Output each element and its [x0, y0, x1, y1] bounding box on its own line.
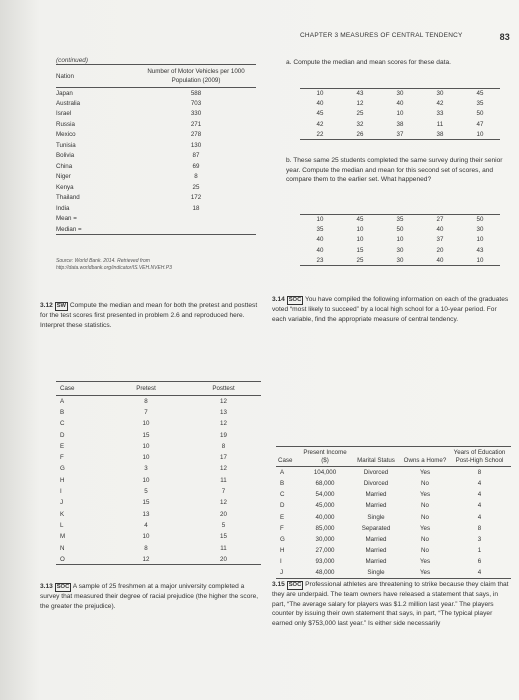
score-cell: 38: [396, 120, 404, 128]
table-row: [56, 203, 256, 214]
table-row: [56, 214, 256, 225]
pretest-cell: 13: [142, 510, 150, 518]
grid-row: [300, 129, 500, 139]
score-cell: 37: [380, 129, 420, 139]
nation-cell: China: [56, 162, 73, 170]
case-cell: I: [280, 558, 282, 566]
problem-text: Compute the median and mean for both the pretest and posttest for the test scores first presented in problem 2.6 and reproduced here. Interpret these statistics.: [40, 302, 258, 329]
case-cell: B: [280, 479, 285, 487]
problem-text: A sample of 25 freshmen at a major university completed a survey that measured their degree of racial prejudice (the higher the score, the greater the prejudice).: [40, 583, 259, 610]
score-cell: 40: [316, 236, 324, 244]
pretest-cell: 8: [144, 397, 148, 405]
score-cell: 30: [396, 246, 404, 254]
nation-cell: Bolivia: [56, 152, 75, 160]
table-row: [276, 556, 511, 567]
case-cell: G: [60, 465, 65, 473]
posttest-cell: 12: [220, 499, 227, 507]
score-cell: 43: [340, 89, 380, 99]
table-row: [56, 88, 256, 99]
income-cell: 45,000: [315, 502, 335, 510]
pretest-cell: 10: [142, 454, 150, 462]
score-cell: 35: [316, 226, 324, 234]
pretest-cell: 15: [142, 499, 150, 507]
table-row: [56, 497, 261, 508]
years-cell: 4: [477, 502, 482, 510]
marital-cell: Married: [365, 491, 387, 499]
problem-3-15: [272, 580, 510, 628]
marital-cell: Single: [367, 513, 385, 521]
income-cell: 85,000: [315, 524, 335, 532]
marital-cell: Married: [365, 502, 387, 510]
grid-row: [300, 215, 500, 225]
vehicles-cell: 130: [190, 141, 202, 149]
case-cell: M: [60, 533, 66, 541]
score-cell: 10: [460, 255, 500, 265]
score-cell: 40: [316, 100, 324, 108]
case-cell: E: [60, 442, 65, 450]
score-cell: 42: [436, 100, 444, 108]
score-cell: 11: [436, 120, 444, 128]
col-case: Case: [276, 447, 300, 467]
income-cell: 27,000: [315, 547, 335, 555]
table-row: [56, 407, 261, 418]
problem-number: 3.15: [272, 581, 285, 588]
case-cell: I: [60, 488, 62, 496]
income-cell: 104,000: [313, 469, 337, 477]
income-cell: 48,000: [300, 567, 350, 578]
income-cell: 68,000: [315, 479, 335, 487]
posttest-cell: 15: [220, 533, 227, 541]
years-cell: 8: [477, 524, 482, 532]
discipline-tag: SW: [56, 303, 67, 309]
score-cell: 10: [476, 236, 484, 244]
table-row: [276, 467, 511, 478]
table-row: [276, 545, 511, 556]
score-cell: 37: [436, 236, 444, 244]
nation-cell: Japan: [56, 89, 73, 97]
running-head: [300, 32, 510, 42]
table-row: [56, 396, 261, 407]
nation-cell: Tunisia: [56, 141, 76, 149]
posttest-cell: 8: [221, 442, 226, 450]
score-cell: 43: [476, 246, 484, 254]
table-row: [56, 441, 261, 452]
score-cell: 10: [396, 236, 404, 244]
nation-cell: Australia: [56, 99, 81, 107]
table-row: [276, 489, 511, 500]
col-case: Case: [56, 382, 106, 396]
score-cell: 10: [300, 89, 340, 99]
nation-cell: Thailand: [56, 194, 80, 202]
posttest-cell: 19: [220, 431, 227, 439]
score-cell: 30: [380, 89, 420, 99]
years-cell: 8: [477, 469, 482, 477]
score-cell: 42: [316, 120, 324, 128]
score-cell: 10: [356, 226, 364, 234]
years-cell: 4: [477, 513, 482, 521]
score-cell: 20: [436, 246, 444, 254]
part-a-text: a. Compute the median and mean scores for these data.: [286, 59, 451, 66]
grid-row: [300, 119, 500, 129]
posttest-cell: 12: [220, 465, 227, 473]
table-row: [56, 486, 261, 497]
score-cell: 40: [436, 226, 444, 234]
years-cell: 1: [477, 547, 482, 555]
pretest-cell: 15: [142, 431, 150, 439]
table-row: [56, 98, 256, 109]
case-cell: J: [60, 499, 64, 507]
table-row: [56, 418, 261, 429]
years-cell: 6: [477, 558, 482, 566]
col-years-education: Years of Education Post-High School: [448, 447, 511, 467]
marital-cell: Single: [350, 567, 402, 578]
years-cell: 4: [477, 479, 482, 487]
marital-cell: Married: [365, 547, 387, 555]
discipline-tag: SOC: [288, 297, 302, 303]
pretest-cell: 4: [144, 521, 148, 529]
case-cell: D: [280, 502, 285, 510]
score-cell: 50: [460, 215, 500, 225]
pretest-cell: 10: [142, 476, 150, 484]
case-cell: K: [60, 510, 65, 518]
income-cell: 40,000: [315, 513, 335, 521]
part-b-score-grid: [300, 214, 500, 266]
home-cell: Yes: [419, 469, 431, 477]
case-cell: B: [60, 408, 65, 416]
posttest-cell: 12: [220, 420, 227, 428]
marital-cell: Married: [365, 558, 387, 566]
table-row: [56, 151, 256, 162]
posttest-cell: 5: [221, 521, 226, 529]
home-cell: Yes: [419, 491, 431, 499]
nation-vehicles-table: [56, 64, 256, 235]
years-cell: 4: [448, 567, 511, 578]
discipline-tag: SOC: [56, 584, 70, 590]
table-row: [276, 511, 511, 522]
nation-cell: Israel: [56, 110, 72, 118]
table-row: [56, 130, 256, 141]
score-cell: 25: [340, 255, 380, 265]
posttest-cell: 13: [220, 408, 227, 416]
score-cell: 40: [396, 100, 404, 108]
score-cell: 33: [436, 110, 444, 118]
problem-number: 3.13: [40, 583, 53, 590]
case-cell: F: [60, 454, 64, 462]
home-cell: Yes: [419, 524, 431, 532]
table-row: [56, 520, 261, 531]
score-cell: 38: [420, 129, 460, 139]
score-cell: 50: [476, 110, 484, 118]
score-cell: 10: [356, 236, 364, 244]
table-row: [56, 463, 261, 474]
vehicles-cell: 8: [194, 173, 198, 181]
case-cell: C: [60, 420, 65, 428]
score-cell: 40: [316, 246, 324, 254]
col-posttest: Posttest: [186, 382, 261, 396]
col-home: Owns a Home?: [402, 447, 448, 467]
problem-3-12: [40, 301, 262, 330]
score-cell: 45: [316, 110, 324, 118]
table-row: [56, 193, 256, 204]
posttest-cell: 7: [221, 488, 226, 496]
table-row: [56, 452, 261, 463]
score-cell: 15: [356, 246, 364, 254]
score-cell: 30: [420, 89, 460, 99]
nation-cell: Median =: [56, 224, 136, 235]
score-cell: 47: [476, 120, 484, 128]
vehicles-cell: 18: [192, 204, 200, 212]
home-cell: No: [421, 547, 429, 555]
problem-number: 3.14: [272, 296, 285, 303]
case-cell: H: [280, 547, 285, 555]
table-row: [56, 475, 261, 486]
score-cell: 30: [476, 226, 484, 234]
part-b-text: b. These same 25 students completed the same survey during their senior year. Compute the median and mean for this second set of scores, and compare them to the earlier set. What happened?: [286, 157, 503, 184]
posttest-cell: 11: [220, 476, 227, 484]
marital-cell: Separated: [361, 524, 391, 532]
marital-cell: Divorced: [363, 479, 389, 487]
discipline-tag: SOC: [288, 582, 302, 588]
score-cell: 12: [356, 100, 364, 108]
grid-row: [300, 99, 500, 109]
case-cell: C: [280, 491, 285, 499]
score-cell: 10: [300, 215, 340, 225]
case-cell: G: [280, 535, 285, 543]
case-cell: E: [280, 513, 285, 521]
table-row: [56, 140, 256, 151]
source-note: Source: World Bank. 2014. Retrieved from http://data.worldbank.org/indicator/IS.VEH.NVEH.P3: [56, 258, 172, 271]
case-cell: O: [56, 554, 106, 565]
col-nation: Nation: [56, 65, 136, 88]
problem-text: Professional athletes are threatening to strike because they claim that they are underpaid. The team owners have released a statement that says, in part, “The average salary for players was $1.2 million last year.” The players counter by issuing their own statement that says, in part, “The typical player earned only $753,000 last year.” Is either side necessarily: [272, 581, 509, 627]
years-cell: 4: [477, 491, 482, 499]
table-row: [56, 172, 256, 183]
income-cell: 54,000: [315, 491, 335, 499]
table-row: [56, 554, 261, 565]
table-row: [56, 182, 256, 193]
pretest-cell: 8: [144, 544, 148, 552]
nation-cell: Russia: [56, 120, 75, 128]
posttest-cell: 20: [220, 510, 227, 518]
score-cell: 22: [300, 129, 340, 139]
problem-text: You have compiled the following information on each of the graduates voted “most likely to succeed” by a local high school for a 10-year period. For each variable, find the appropriate measure of central tendency.: [272, 296, 509, 323]
part-a-score-grid: [300, 88, 500, 140]
marital-cell: Divorced: [363, 469, 389, 477]
case-cell: L: [60, 521, 64, 529]
problem-number: 3.12: [40, 302, 53, 309]
vehicles-cell: 588: [190, 89, 202, 97]
continued-label: (continued): [56, 57, 88, 64]
nation-cell: Niger: [56, 173, 71, 181]
home-cell: No: [421, 535, 429, 543]
vehicles-cell: [136, 214, 256, 225]
score-cell: 23: [300, 255, 340, 265]
score-cell: 25: [356, 110, 364, 118]
score-cell: 26: [340, 129, 380, 139]
grid-row: [300, 255, 500, 265]
vehicles-cell: 278: [190, 131, 202, 139]
pretest-cell: 10: [142, 420, 150, 428]
score-cell: 45: [340, 215, 380, 225]
graduates-table: [276, 446, 511, 579]
vehicles-cell: 271: [190, 120, 202, 128]
home-cell: No: [421, 513, 429, 521]
col-marital: Marital Status: [350, 447, 402, 467]
score-cell: 30: [380, 255, 420, 265]
col-income: Present Income ($): [300, 447, 350, 467]
pretest-cell: 5: [144, 488, 148, 496]
posttest-cell: 12: [220, 397, 227, 405]
home-cell: No: [421, 502, 429, 510]
score-cell: 27: [420, 215, 460, 225]
table-row: [56, 531, 261, 542]
home-cell: Yes: [402, 567, 448, 578]
vehicles-cell: 87: [192, 152, 200, 160]
case-cell: J: [276, 567, 300, 578]
problem-3-13: [40, 582, 262, 611]
table-row: [56, 429, 261, 440]
nation-cell: Kenya: [56, 183, 74, 191]
score-cell: 35: [380, 215, 420, 225]
grid-row: [300, 109, 500, 119]
table-row: [276, 500, 511, 511]
nation-cell: Mean =: [56, 215, 77, 223]
grid-row: [300, 89, 500, 99]
pretest-cell: 7: [144, 408, 148, 416]
chapter-title: CHAPTER 3 MEASURES OF CENTRAL TENDENCY: [300, 32, 463, 39]
table-row: [56, 508, 261, 519]
score-cell: 40: [420, 255, 460, 265]
table-row: [276, 567, 511, 578]
marital-cell: Married: [365, 535, 387, 543]
home-cell: No: [421, 479, 429, 487]
case-cell: N: [60, 544, 65, 552]
nation-cell: India: [56, 204, 70, 212]
score-cell: 10: [460, 129, 500, 139]
case-cell: D: [60, 431, 65, 439]
posttest-cell: 17: [220, 454, 227, 462]
table-row: [276, 478, 511, 489]
case-cell: F: [280, 524, 284, 532]
years-cell: 3: [477, 535, 482, 543]
table-row: [276, 534, 511, 545]
vehicles-cell: 25: [192, 183, 200, 191]
posttest-cell: 11: [220, 544, 227, 552]
vehicles-cell: [136, 224, 256, 235]
pretest-cell: 10: [142, 533, 150, 541]
score-cell: 35: [476, 100, 484, 108]
col-vehicles: Number of Motor Vehicles per 1000 Population (2009): [136, 65, 256, 88]
score-cell: 32: [356, 120, 364, 128]
pretest-cell: 12: [106, 554, 186, 565]
table-row: [56, 119, 256, 130]
col-pretest: Pretest: [106, 382, 186, 396]
income-cell: 93,000: [315, 558, 335, 566]
vehicles-cell: 69: [192, 162, 200, 170]
table-row: [56, 542, 261, 553]
page-number: 83: [499, 32, 510, 42]
income-cell: 30,000: [315, 535, 335, 543]
home-cell: Yes: [419, 558, 431, 566]
score-cell: 45: [460, 89, 500, 99]
table-row: [56, 109, 256, 120]
case-cell: A: [60, 397, 65, 405]
score-cell: 50: [396, 226, 404, 234]
pretest-posttest-table: [56, 381, 261, 565]
grid-row: [300, 245, 500, 255]
grid-row: [300, 235, 500, 245]
problem-3-14: [272, 295, 510, 324]
posttest-cell: 20: [186, 554, 261, 565]
case-cell: H: [60, 476, 65, 484]
vehicles-cell: 172: [190, 194, 202, 202]
grid-row: [300, 225, 500, 235]
pretest-cell: 10: [142, 442, 150, 450]
table-row: [276, 523, 511, 534]
table-row: [56, 224, 256, 235]
vehicles-cell: 703: [190, 99, 202, 107]
vehicles-cell: 330: [190, 110, 202, 118]
table-row: [56, 161, 256, 172]
score-cell: 10: [396, 110, 404, 118]
pretest-cell: 3: [144, 465, 148, 473]
case-cell: A: [280, 469, 285, 477]
nation-cell: Mexico: [56, 131, 76, 139]
